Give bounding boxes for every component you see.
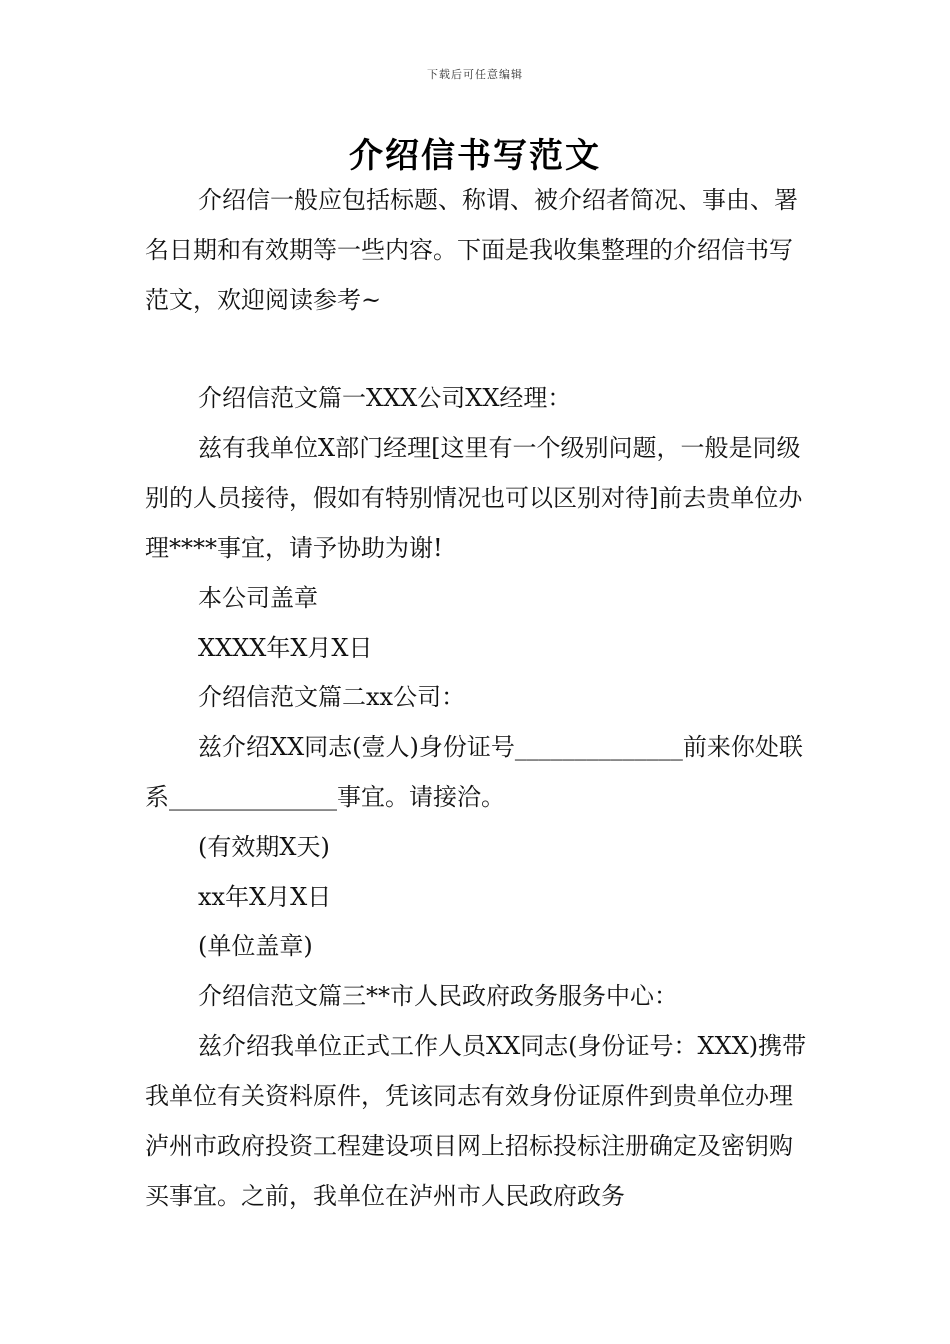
sample-one-heading: 介绍信范文篇一XXX公司XX经理： (198, 384, 572, 412)
sample-two-date: xx年X月X日 (198, 883, 332, 911)
sample-one-seal: 本公司盖章 (198, 584, 318, 612)
sample-two-body: 兹介绍XX同志(壹人)身份证号______________前来你处联系______________事宜。请接洽。 (145, 733, 803, 811)
sample-three-body: 兹介绍我单位正式工作人员XX同志(身份证号：XXX)携带我单位有关资料原件，凭该同志有效身份证原件到贵单位办理泸州市政府投资工程建设项目网上招标投标注册确定及密钥购买事宜。之前，我单位在泸州市人民政府政务 (145, 1032, 807, 1210)
intro-paragraph: 介绍信一般应包括标题、称谓、被介绍者简况、事由、署名日期和有效期等一些内容。下面是我收集整理的介绍信书写范文，欢迎阅读参考~ (145, 186, 798, 314)
sample-three-heading: 介绍信范文篇三**市人民政府政务服务中心： (198, 982, 678, 1010)
sample-two-validity: (有效期X天) (198, 833, 330, 861)
header-note: 下载后可任意编辑 (427, 68, 523, 81)
sample-one-date: XXXX年X月X日 (198, 634, 373, 662)
document-title: 介绍信书写范文 (349, 136, 601, 176)
sample-one-body: 兹有我单位X部门经理[这里有一个级别问题，一般是同级别的人员接待，假如有特别情况也可以区别对待]前去贵单位办理****事宜，请予协助为谢! (145, 434, 803, 562)
sample-two-heading: 介绍信范文篇二xx公司： (198, 683, 466, 711)
sample-two-seal: (单位盖章) (198, 932, 313, 960)
